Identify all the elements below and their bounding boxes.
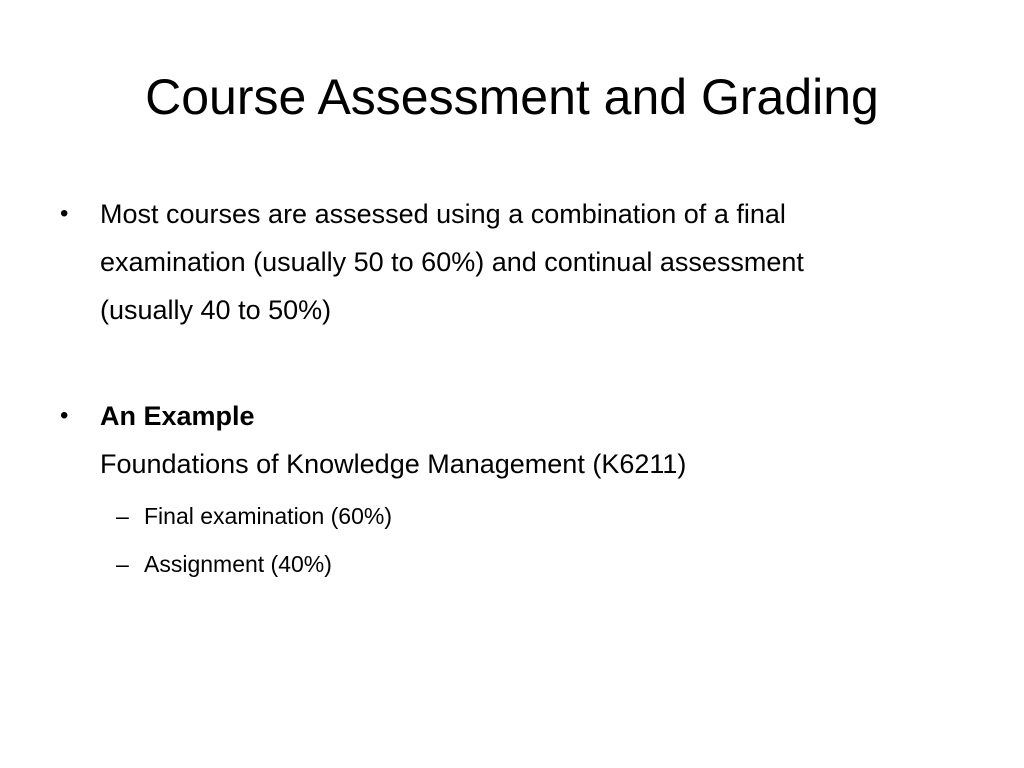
dash-marker: –	[116, 503, 129, 529]
example-heading: An Example	[100, 401, 255, 431]
sub-bullet-label: Final examination (60%)	[144, 503, 393, 529]
dash-marker: –	[116, 551, 129, 577]
bullet-item-assessment	[60, 190, 960, 334]
sub-bullet-assignment	[104, 540, 960, 588]
bullet-list	[60, 190, 960, 588]
sub-bullet-list	[100, 492, 960, 588]
sub-bullet-final-exam	[104, 492, 960, 540]
bullet-item-example	[60, 392, 960, 588]
bullet-text-line-2: examination (usually 50 to 60%) and continual assessment	[100, 247, 804, 277]
slide-title: Course Assessment and Grading	[145, 69, 879, 125]
sub-bullet-label: Assignment (40%)	[144, 551, 332, 577]
bullet-marker: •	[60, 402, 69, 429]
bullet-text-line-1: Most courses are assessed using a combination of a final	[100, 199, 786, 229]
bullet-marker: •	[60, 200, 69, 227]
bullet-text-line-3: (usually 40 to 50%)	[100, 295, 332, 325]
example-course-name: Foundations of Knowledge Management (K6211)	[100, 449, 687, 479]
